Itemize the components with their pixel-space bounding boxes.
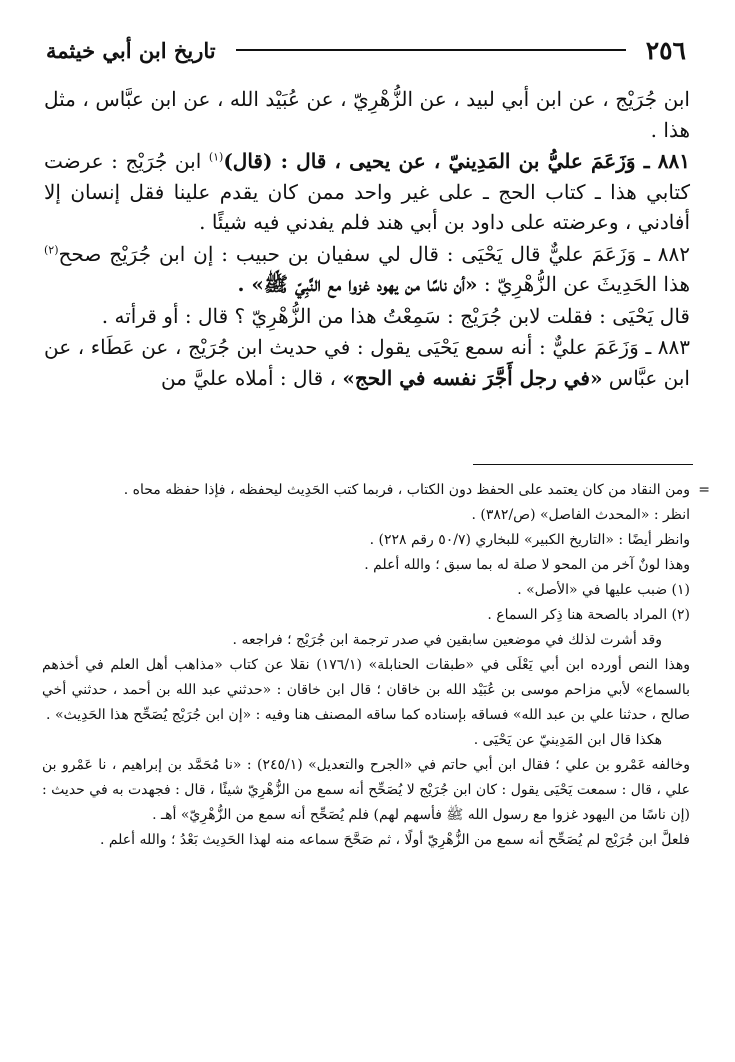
footnotes	[42, 478, 710, 853]
main-text	[44, 84, 690, 394]
paragraph-continuation: ابن جُرَيْج ، عن ابن أبي لبيد ، عن الزُّهْرِيّ ، عن عُبَيْد الله ، عن ابن عبَّاس ، مثل هذا .	[44, 87, 690, 142]
paragraph-882	[44, 239, 690, 300]
paragraph-883-text: ، قال : أملاه عليَّ من	[160, 365, 343, 390]
footnote-line: وانظر أيضًا : «التاريخ الكبير» للبخاري (٥٠/٧ رقم ٢٢٨) .	[369, 532, 690, 548]
paragraph-881	[44, 146, 690, 238]
footnote-line: وهذا لونٌ آخر من المحو لا صلة له بما سبق ؛ والله أعلم .	[364, 557, 690, 573]
paragraph-882-lead: ٨٨٢ ـ وَزَعَمَ عليٌّ قال يَحْيَى : قال لي سفيان بن حبيب : إن ابن جُرَيْج صحح	[58, 241, 690, 266]
paragraph-881-text: ابن جُرَيْج : عرضت كتابي هذا ـ كتاب الحج ـ على غير واحد ممن كان يقدم علينا فقل إنسان إلا أفادني ، وعرضته على داود بن أبي هند فلم يفدني فيه شيئًا .	[44, 149, 690, 234]
footnote-marker-1: (١)	[208, 150, 224, 164]
continuation-mark: =	[698, 482, 710, 498]
book-title: تاريخ ابن أبي خيثمة	[46, 37, 216, 63]
footnote-1: (١) ضبب عليها في «الأصل» .	[517, 582, 690, 598]
hadith-quote-882: «أن ناسًا من يهود غزوا مع النَّبِيّ ﷺ» .	[237, 272, 478, 296]
footnote-line: وهذا النص أورده ابن أبي يَعْلَى في «طبقات الحنابلة» (١٧٦/١) نقلا عن كتاب «مذاهب أهل العلم في أخذهم بالسماع» لأبي مزاحم موسى بن عُبَيْد الله بن خاقان ؛ قال ابن خاقان : «حدثني عبد الله بن أحمد ، حدثني أخي صالح ، حدثنا علي بن عبد الله» فساقه بإسناده كما ساقه المصنف هنا وفيه : «إن ابن جُرَيْج يُصَحِّح هذا الحَدِيث» .	[42, 657, 690, 723]
paragraph-yahya: قال يَحْيَى : فقلت لابن جُرَيْج : سَمِعْتُ هذا من الزُّهْرِيّ ؟ قال : أو قرأته .	[101, 303, 690, 328]
footnote-marker-2: (٢)	[44, 242, 59, 256]
paragraph-881-lead: ٨٨١ ـ وَزَعَمَ عليُّ بن المَدِينيّ ، عن يحيى ، قال : (قال)	[223, 149, 690, 173]
paragraph-883	[44, 332, 690, 393]
paragraph-882-text: هذا الحَدِيثَ عن الزُّهْرِيّ :	[477, 272, 690, 296]
footnote-divider	[473, 464, 693, 465]
footnote-continued: = ومن النقاد من كان يعتمد على الحفظ دون الكتاب ، فربما كتب الحَدِيث ليحفظه ، فإذا حفظه محاه .	[42, 478, 690, 503]
footnote-line: وقد أشرت لذلك في موضعين سابقين في صدر ترجمة ابن جُرَيْج ؛ فراجعه .	[232, 632, 662, 648]
page-number: ٢٥٦	[645, 35, 686, 65]
header-rule	[236, 49, 626, 51]
footnote-2: (٢) المراد بالصحة هنا ذِكر السماع .	[487, 607, 690, 623]
footnote-line: فلعلَّ ابن جُرَيْج لم يُصَحِّح أنه سمع من الزُّهْرِيّ أولًا ، ثم صَحَّحَ سماعه منه لهذا الحَدِيث بَعْدُ ؛ والله أعلم .	[99, 832, 690, 848]
footnote-line: انظر : «المحدث الفاصل» (ص/٣٨٢) .	[471, 507, 690, 523]
footnote-line: وخالفه عَمْرو بن علي ؛ فقال ابن أبي حاتم في «الجرح والتعديل» (٢٤٥/١) : «نا مُحَمَّد بن إبراهيم ، نا عَمْرو بن علي ، قال : سمعت يَحْيَى يقول : كان ابن جُرَيْج لا يُصَحِّح أنه سمع من الزُّهْرِيّ شيئًا ، قال : فجهدت به في حديث : (إن ناسًا من اليهود غزوا مع رسول الله ﷺ فأسهم لهم) فلم يُصَحِّح أنه سمع من الزُّهْرِيّ» أهـ .	[42, 757, 690, 823]
paragraph-883-lead: ٨٨٣ ـ وَزَعَمَ عليٌّ : أنه سمع يَحْيَى يقول : في حديث ابن جُرَيْج ، عن عَطَاء ، عن ابن عبَّاس	[44, 335, 690, 390]
footnote-line: هكذا قال ابن المَدِينيّ عن يَحْيَى .	[473, 732, 662, 748]
hadith-quote-883: «في رجل أَجَّرَ نفسه في الحج»	[342, 365, 603, 390]
page-header	[46, 28, 686, 72]
